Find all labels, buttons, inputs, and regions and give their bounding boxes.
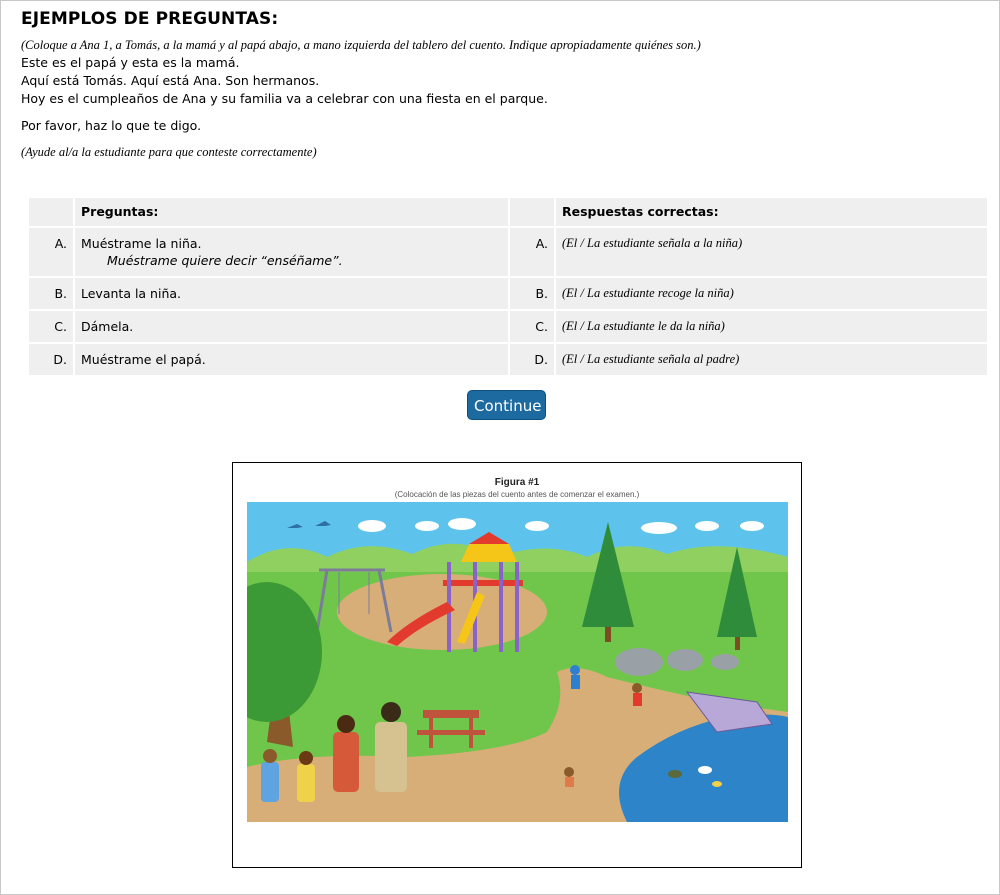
question-cell: Levanta la niña.: [75, 278, 508, 309]
intro-line-2: Aquí está Tomás. Aquí está Ana. Son hermanos.: [21, 73, 320, 88]
page-title: EJEMPLOS DE PREGUNTAS:: [21, 9, 279, 29]
story-figure: [232, 462, 802, 868]
park-scene-illustration: [247, 502, 788, 822]
row-letter: A.: [29, 228, 73, 276]
row-letter: B.: [29, 278, 73, 309]
table-row: [29, 278, 987, 309]
answer-cell: (El / La estudiante le da la niña): [556, 311, 987, 342]
answer-cell: (El / La estudiante señala a la niña): [556, 228, 987, 276]
question-cell: [75, 228, 508, 276]
intro-line-3: Hoy es el cumpleaños de Ana y su familia va a celebrar con una fiesta en el parque.: [21, 91, 548, 106]
row-letter: D.: [510, 344, 554, 375]
help-note: (Ayude al/a la estudiante para que conteste correctamente): [21, 145, 317, 159]
row-letter: D.: [29, 344, 73, 375]
prompt-line: Por favor, haz lo que te digo.: [21, 118, 202, 133]
row-letter: C.: [510, 311, 554, 342]
table-row: [29, 228, 987, 276]
row-letter: B.: [510, 278, 554, 309]
answers-header: Respuestas correctas:: [556, 198, 987, 226]
intro-section: [21, 8, 989, 161]
table-row: [29, 344, 987, 375]
question-cell: Muéstrame el papá.: [75, 344, 508, 375]
answer-cell: (El / La estudiante señala al padre): [556, 344, 987, 375]
question-cell: Dámela.: [75, 311, 508, 342]
question-text: Muéstrame la niña.: [81, 236, 202, 251]
continue-button[interactable]: Continue: [467, 390, 546, 420]
questions-header: Preguntas:: [75, 198, 508, 226]
questions-table: [27, 196, 989, 377]
table-row: [29, 311, 987, 342]
row-letter: C.: [29, 311, 73, 342]
question-note: Muéstrame quiere decir “enséñame”.: [107, 253, 343, 268]
table-header-row: [29, 198, 987, 226]
figure-subtitle: (Colocación de las piezas del cuento antes de comenzar el examen.): [394, 490, 640, 499]
figure-title: Figura #1: [494, 477, 540, 488]
placement-instruction: (Coloque a Ana 1, a Tomás, a la mamá y al papá abajo, a mano izquierda del tablero del cuento. Indique apropiadamente quiénes son.): [21, 38, 701, 52]
row-letter: A.: [510, 228, 554, 276]
answer-cell: (El / La estudiante recoge la niña): [556, 278, 987, 309]
intro-line-1: Este es el papá y esta es la mamá.: [21, 55, 240, 70]
